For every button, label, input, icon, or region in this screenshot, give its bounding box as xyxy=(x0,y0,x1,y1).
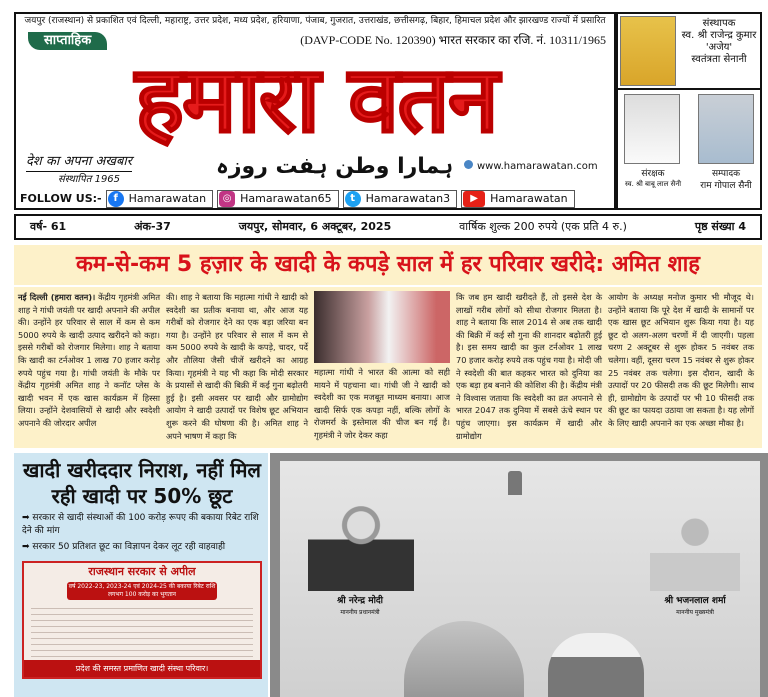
urdu-title: ہمارا وطن ہفت روزہ xyxy=(216,154,454,179)
lead-headline: कम-से-कम 5 हज़ार के खादी के कपड़े साल में हर परिवार खरीदे: अमित शाह xyxy=(14,245,762,285)
amit-shah-photo xyxy=(314,291,450,363)
bullet-2: ➡ सरकार 50 प्रतिशत छूट का विज्ञापन देकर लूट रही वाहवाही xyxy=(22,542,226,553)
government-advertisement xyxy=(270,453,768,697)
bhajanlal-photo xyxy=(650,507,740,591)
masthead xyxy=(14,12,616,210)
patron-caption xyxy=(618,168,688,189)
left-title: माननीय प्रधानमंत्री xyxy=(340,609,380,617)
photo-column xyxy=(314,291,450,442)
bullet-text: सरकार 50 प्रतिशत छूट का विज्ञापन देकर लूट रही वाहवाही xyxy=(32,542,226,553)
patron-role: संरक्षक xyxy=(641,169,665,179)
header xyxy=(14,12,762,210)
subscription-fee: वार्षिक शुल्क 200 रुपये (एक प्रति 4 रु.) xyxy=(459,220,627,233)
handle: Hamarawatan3 xyxy=(365,192,451,205)
twitter-icon: t xyxy=(345,191,361,207)
lead-article xyxy=(14,287,762,448)
founder-caption xyxy=(678,18,760,66)
social-twitter[interactable] xyxy=(343,190,458,208)
volume-year: वर्ष- 61 xyxy=(30,220,67,233)
handle: Hamarawatan xyxy=(490,192,568,205)
article-column-4: कि जब हम खादी खरीदते हैं, तो इससे देश के लाखों गरीब लोगों को सीधा रोजगार मिलता है। शाह ने बताया कि साल 2014 से अब तक खादी की बिक्री में कई सौ गुना की शानदार बढ़ोतरी हुई है। इस समय खादी का कुल टर्नओवर 1 लाख 70 हजार करोड़ रुपये तक पहुंच गया है। मोदी जी ने स्वदेशी की बात कहकर भारत को दुनिया का एक बड़ा हब बनाने की कोशिश की है। केंद्रीय मंत्री ने विश्वास जताया कि स्वदेशी का व्रत अपनाने से भारत 2047 तक दुनिया में सबसे ऊंचे स्थान पर पहुंच जाएगा। इस कार्यक्रम में खादी और ग्रामोद्योग xyxy=(456,292,602,441)
bullet-text: सरकार से खादी संस्थाओं की 100 करोड़ रूपए की बकाया रिबेट राशि देने की मांग xyxy=(22,513,259,537)
social-instagram[interactable] xyxy=(217,190,339,208)
column-text: केंद्रीय गृहमंत्री अमित शाह ने गांधी जयंती पर खादी अपनाने की अपील की। उन्होंने हर परिवार से साल में कम से कम 5000 रुपये के खादी उत्पाद खरीदने को कहा। इससे गरीबों को रोजगार मिलेगा। शाह ने बताया कि खादी का टर्नओवर 1 लाख 70 हजार करोड़ रुपये पहुंच गया है। गांधी जयंती के मौके पर केंद्रीय गृहमंत्री अमित शाह ने कनॉट प्लेस के खादी भवन में एक खास कार्यक्रम में हिस्सा लिया। उन्होंने देशवासियों से खादी और स्वदेशी अपनाने की जोरदार अपील xyxy=(18,292,160,428)
handle: Hamarawatan xyxy=(128,192,207,205)
editor-role: सम्पादक xyxy=(711,169,741,179)
handle: Hamarawatan65 xyxy=(240,192,332,205)
article-column-2: की। शाह ने बताया कि महात्मा गांधी ने खादी को स्वदेशी का प्रतीक बनाया था, और आज यह गरीबों को रोजगार देने का एक बड़ा जरिया बन गया है। उन्होंने हर परिवार से साल में कम से कम 5000 रुपये के खादी के कपड़े, चादर, पर्दे और तौलिया जैसी चीजें खरीदने का आग्रह किया। गृहमंत्री ने यह भी कहा कि मोदी सरकार के प्रयासों से खादी की बिक्री में कई गुना बढ़ोतरी हुई है। इसी अवसर पर खादी और ग्रामोद्योग आयोग ने खादी उत्पादों पर विशेष छूट अभियान शुरू करने की घोषणा की है। अमित शाह ने अपने भाषण में कहा कि xyxy=(166,292,308,441)
shastri-photo xyxy=(548,633,644,697)
founder-title: स्वतंत्रता सेनानी xyxy=(691,54,747,65)
registration-code: (DAVP-CODE No. 120390) भारत सरकार का रजि. नं. 10311/1965 xyxy=(300,33,606,47)
globe-icon xyxy=(464,160,473,169)
website-url: www.hamarawatan.com xyxy=(477,161,598,172)
poster-footer: प्रदेश की समस्त प्रमाणित खादी संस्था परिवार। xyxy=(24,660,260,677)
founder-photo xyxy=(620,16,676,86)
poster-subtitle: वर्ष 2022-23, 2023-24 एवं 2024-25 की बकाया रिबेट राशि लगभग 100 करोड़ का भुगतान xyxy=(68,583,216,599)
social-youtube[interactable] xyxy=(461,190,575,208)
weekly-badge: साप्ताहिक xyxy=(28,32,107,50)
website-link[interactable] xyxy=(464,160,598,173)
circulation-states: जयपुर (राजस्थान) से प्रकाशित एवं दिल्ली, महाराष्ट्र, उत्तर प्रदेश, मध्य प्रदेश, हरियाणा, पंजाब, गुजरात, उत्तराखंड, छत्तीसगढ़, बिहार, हिमाचल प्रदेश और झारखण्ड राज्यों में प्रसारित xyxy=(24,16,606,26)
second-headline: खादी खरीददार निराश, नहीं मिल रही खादी पर 50% छूट xyxy=(23,458,261,509)
poster-body xyxy=(31,603,253,657)
follow-us xyxy=(20,190,575,208)
tagline: देश का अपना अखबार xyxy=(26,154,132,172)
emblem-icon xyxy=(508,471,522,495)
right-name: श्री भजनलाल शर्मा xyxy=(664,596,726,607)
patron-name: स्व. श्री बाबू लाल सैनी xyxy=(624,180,682,188)
dateline: नई दिल्ली (हमारा वतन)। xyxy=(18,292,96,302)
poster-title: राजस्थान सरकार से अपील xyxy=(88,565,196,579)
bullet-1: ➡ सरकार से खादी संस्थाओं की 100 करोड़ रूपए की बकाया रिबेट राशि देने की मांग xyxy=(22,513,259,537)
patron-photo xyxy=(624,94,680,164)
article-column-1 xyxy=(18,291,160,442)
article-column-3: महात्मा गांधी ने भारत की आत्मा को सही मायने में पहचाना था। गांधी जी ने खादी को स्वदेशी का एक मजबूत माध्यम बनाया। आज खादी सिर्फ एक कपड़ा नहीं, बल्कि लोगों के रोजमर्रा के इस्तेमाल की चीज बन गई है। गृहमंत्री ने जोर देकर कहा xyxy=(314,367,450,440)
editor-caption xyxy=(690,168,762,192)
editor-photo xyxy=(698,94,754,164)
founder-name: स्व. श्री राजेन्द्र कुमार 'अजेय' xyxy=(681,30,757,53)
left-name: श्री नरेन्द्र मोदी xyxy=(336,596,384,607)
facebook-icon: f xyxy=(108,191,124,207)
right-title: माननीय मुख्यमंत्री xyxy=(676,609,714,617)
second-story xyxy=(14,453,268,697)
newspaper-title: हमारा वतन xyxy=(135,46,497,153)
ad-panel xyxy=(280,461,760,697)
editor-name: राम गोपाल सैनी xyxy=(700,181,752,191)
youtube-icon: ▶ xyxy=(463,191,485,207)
issue-number: अंक-37 xyxy=(134,220,171,233)
follow-label: FOLLOW US:- xyxy=(20,192,102,205)
modi-photo xyxy=(308,497,414,591)
people-panel xyxy=(616,12,762,210)
social-facebook[interactable] xyxy=(106,190,214,208)
issue-date: जयपुर, सोमवार, 6 अक्टूबर, 2025 xyxy=(238,220,392,233)
article-column-5: आयोग के अध्यक्ष मनोज कुमार भी मौजूद थे। उन्होंने बताया कि पूरे देश में खादी के सामानों पर एक खास छूट अभियान शुरू किया गया है। यह छूट दो अलग-अलग चरणों में दी जाएगी। पहला चरण 2 अक्टूबर से शुरू होकर 5 नवंबर तक चलेगा। वहीं, दूसरा चरण 15 नवंबर से शुरू होकर 25 नवंबर तक चलेगा। इस दौरान, खादी के उत्पादों पर 20 फीसदी तक की छूट मिलेगी। साथ ही, ग्रामोद्योग के उत्पादों पर भी 10 फीसदी तक की छूट का फायदा उठाया जा सकता है। यह लोगों के लिए खादी अपनाने का एक अच्छा मौका है। xyxy=(608,292,754,428)
lower-section xyxy=(14,453,768,697)
appeal-poster xyxy=(22,561,262,679)
page-count: पृष्ठ संख्या 4 xyxy=(694,220,746,233)
gandhi-photo xyxy=(404,621,524,697)
established: संस्थापित 1965 xyxy=(58,174,121,185)
founder-role: संस्थापक xyxy=(702,18,736,29)
instagram-icon: ◎ xyxy=(219,191,235,207)
info-bar xyxy=(14,214,762,240)
